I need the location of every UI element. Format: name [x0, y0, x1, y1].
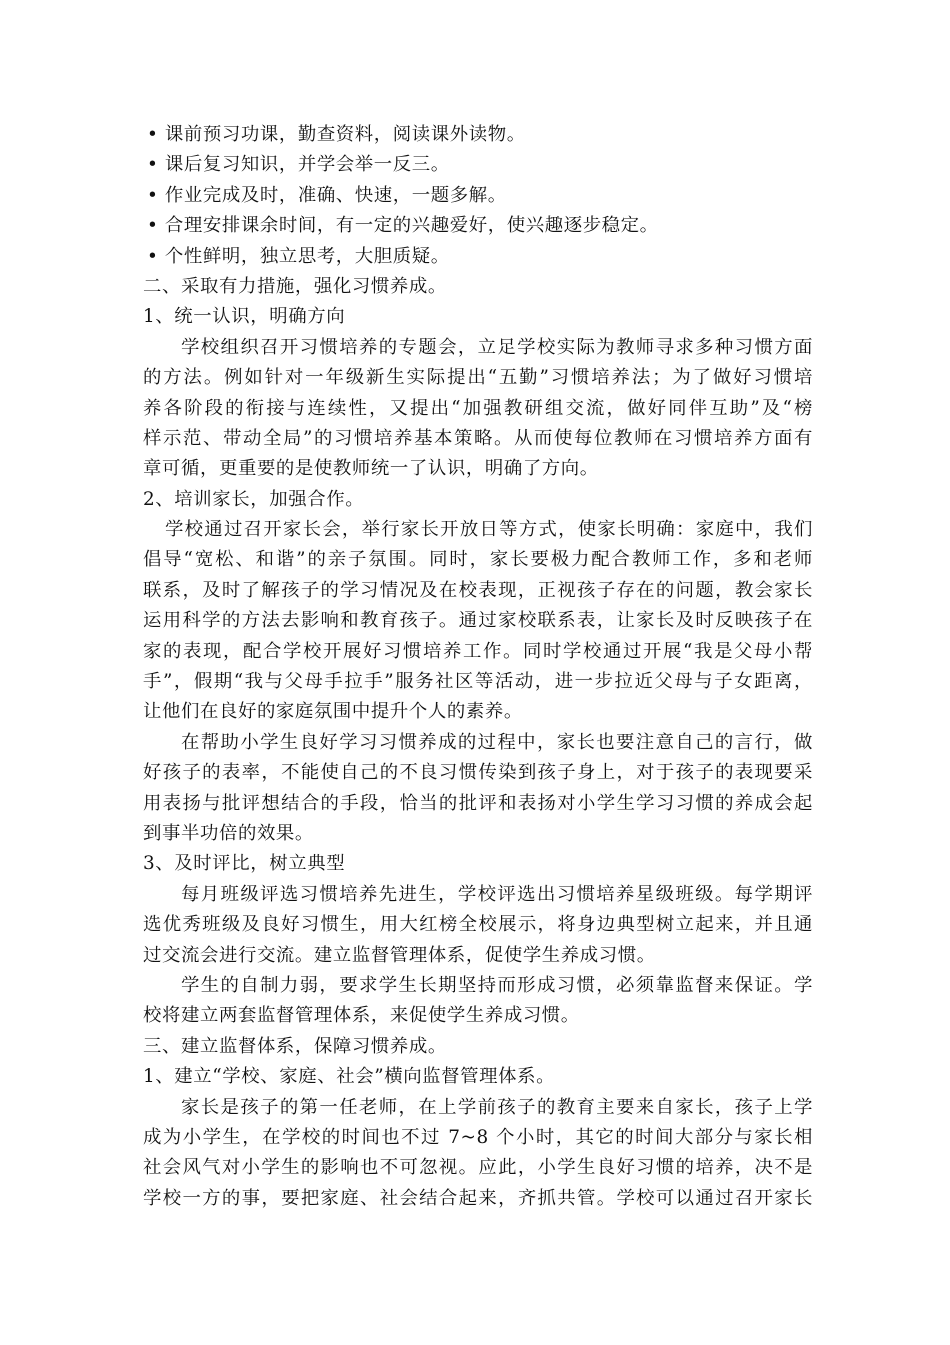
paragraph-line: 运用科学的方法去影响和教育孩子。通过家校联系表，让家长及时反映孩子在: [143, 610, 813, 632]
paragraph-line: 学校通过召开家长会，举行家长开放日等方式，使家长明确：家庭中，我们: [165, 519, 813, 541]
paragraph-line: 学校组织召开习惯培养的专题会，立足学校实际为教师寻求多种习惯方面: [181, 336, 813, 358]
paragraph-line: 校将建立两套监督管理体系，来促使学生养成习惯。: [143, 1005, 580, 1027]
paragraph-line: 学校一方的事，要把家庭、社会结合起来，齐抓共管。学校可以通过召开家长: [143, 1187, 813, 1209]
subsection-heading: 2、培训家长，加强合作。: [143, 488, 365, 510]
section-heading: 三、建立监督体系，保障习惯养成。: [143, 1035, 447, 1057]
paragraph-line: 成为小学生，在学校的时间也不过 7~8 个小时，其它的时间大部分与家长相: [143, 1126, 813, 1148]
bullet-item: • 作业完成及时，准确、快速，一题多解。: [147, 184, 507, 206]
paragraph-line: 样示范、带动全局”的习惯培养基本策略。从而使每位教师在习惯培养方面有: [143, 427, 813, 449]
paragraph-line: 每月班级评选习惯培养先进生，学校评选出习惯培养星级班级。每学期评: [181, 883, 813, 905]
paragraph-line: 社会风气对小学生的影响也不可忽视。应此，小学生良好习惯的培养，决不是: [143, 1157, 813, 1179]
paragraph-line: 养各阶段的衔接与连续性，又提出“加强教研组交流，做好同伴互助”及“榜: [143, 397, 813, 419]
bullet-item: • 课前预习功课，勤查资料，阅读课外读物。: [147, 124, 526, 145]
paragraph-line: 选优秀班级及良好习惯生，用大红榜全校展示，将身边典型树立起来，并且通: [143, 914, 813, 936]
paragraph-line: 手”，假期“我与父母手拉手”服务社区等活动，进一步拉近父母与子女距离，: [143, 671, 813, 693]
paragraph-line: 学生的自制力弱，要求学生长期坚持而形成习惯，必须靠监督来保证。学: [181, 974, 813, 996]
bullet-item: • 合理安排课余时间，有一定的兴趣爱好，使兴趣逐步稳定。: [147, 215, 659, 237]
paragraph-line: 让他们在良好的家庭氛围中提升个人的素养。: [143, 701, 523, 723]
subsection-heading: 3、及时评比，树立典型: [143, 853, 346, 875]
subsection-heading: 1、统一认识，明确方向: [143, 306, 346, 328]
bullet-item: • 课后复习知识，并学会举一反三。: [147, 154, 450, 176]
paragraph-line: 联系，及时了解孩子的学习情况及在校表现，正视孩子存在的问题，教会家长: [143, 579, 813, 601]
bullet-item: • 个性鲜明，独立思考，大胆质疑。: [147, 245, 450, 267]
paragraph-line: 的方法。例如针对一年级新生实际提出“五勤”习惯培养法；为了做好习惯培: [143, 367, 813, 389]
paragraph-line: 倡导“宽松、和谐”的亲子氛围。同时，家长要极力配合教师工作，多和老师: [143, 549, 813, 571]
paragraph-line: 用表扬与批评想结合的手段，恰当的批评和表扬对小学生学习习惯的养成会起: [143, 792, 813, 814]
paragraph-line: 好孩子的表率，不能使自己的不良习惯传染到孩子身上，对于孩子的表现要采: [143, 762, 813, 784]
subsection-heading: 1、建立“学校、家庭、社会”横向监督管理体系。: [143, 1066, 556, 1088]
paragraph-line: 在帮助小学生良好学习习惯养成的过程中，家长也要注意自己的言行，做: [181, 731, 813, 753]
paragraph-line: 过交流会进行交流。建立监督管理体系，促使学生养成习惯。: [143, 944, 656, 966]
paragraph-line: 章可循，更重要的是使教师统一了认识，明确了方向。: [143, 458, 599, 480]
section-heading: 二、采取有力措施，强化习惯养成。: [143, 275, 447, 297]
paragraph-line: 家的表现，配合学校开展好习惯培养工作。同时学校通过开展“我是父母小帮: [143, 640, 813, 662]
paragraph-line: 到事半功倍的效果。: [143, 822, 314, 844]
document-page: [143, 120, 813, 1214]
paragraph-line: 家长是孩子的第一任老师，在上学前孩子的教育主要来自家长，孩子上学: [181, 1096, 813, 1118]
